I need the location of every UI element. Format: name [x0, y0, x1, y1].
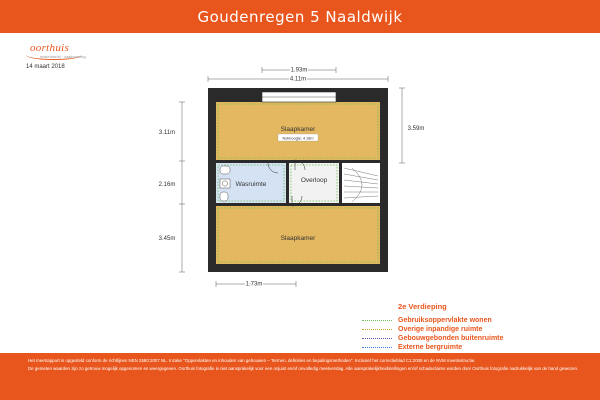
legend-swatch-icon: [362, 329, 392, 330]
dim-top-inner: 1.93m: [290, 67, 308, 74]
footer-disclaimer-norms: Het meetrapport is opgesteld conform de richtlijnen NEN 2580:2007 NL. Inzake "Oppervlakten en inhouden van gebouwen – Termen, definities en bepalingsmethoden". Inclusief het correctieblad C1:2008 en de NVM meetinstructie.: [28, 358, 476, 363]
legend-title: 2e Verdieping: [398, 302, 447, 311]
legend-label: Gebruiksoppervlakte wonen: [398, 317, 492, 324]
legend-swatch-icon: [362, 320, 392, 321]
legend-swatch-icon: [362, 347, 392, 348]
dim-top-outer: 4.11m: [289, 76, 307, 83]
logo-text: oorthuis: [30, 42, 70, 54]
dim-right: 3.59m: [407, 126, 425, 132]
page-footer: [0, 353, 600, 400]
washing-machine-icon: [220, 179, 230, 188]
label-bathroom: Wasruimte: [235, 181, 267, 188]
washbasin-icon: [220, 166, 230, 174]
legend-label: Externe bergruimte: [398, 344, 463, 351]
legend-label: Overige inpandige ruimte: [398, 326, 483, 333]
label-landing: Overloop: [300, 177, 328, 184]
page-title: Goudenregen 5 Naaldwijk: [197, 7, 403, 26]
legend-item: [362, 325, 592, 334]
toilet-icon: [220, 192, 228, 201]
label-bedroom-bottom: Slaapkamer: [280, 235, 316, 242]
legend-swatch-icon: [362, 338, 392, 339]
legend-item: [362, 334, 592, 343]
label-ridge-height: Nokhoogte: 4.18m: [282, 136, 314, 141]
logo-subtitle: makelaardij · zaakvoering: [40, 54, 86, 59]
legend-label: Gebouwgebonden buitenruimte: [398, 335, 504, 342]
legend-item: [362, 343, 592, 352]
dim-left-bottom: 3.45m: [158, 236, 176, 242]
dim-left-middle: 2.16m: [158, 182, 176, 188]
legend-item: [362, 316, 592, 325]
legend: [362, 302, 592, 352]
report-date: 14 maart 2018: [26, 64, 65, 70]
footer-disclaimer-liability: De gemeten waarden zijn zo getrouw mogelijk opgenomen en weergegeven. Oorthuis fotografie is niet aansprakelijk voor een onjuist en/of onvolledig meetverslag. Alle aansprakelijkheidstellingen en/of schadeclaims worden door Oorthuis fotografie nadrukkelijk van de hand gewezen.: [28, 365, 579, 371]
label-bedroom-top: Slaapkamer: [280, 126, 316, 133]
dim-bottom: 1.73m: [245, 281, 263, 288]
dim-left-top: 3.11m: [158, 130, 176, 136]
